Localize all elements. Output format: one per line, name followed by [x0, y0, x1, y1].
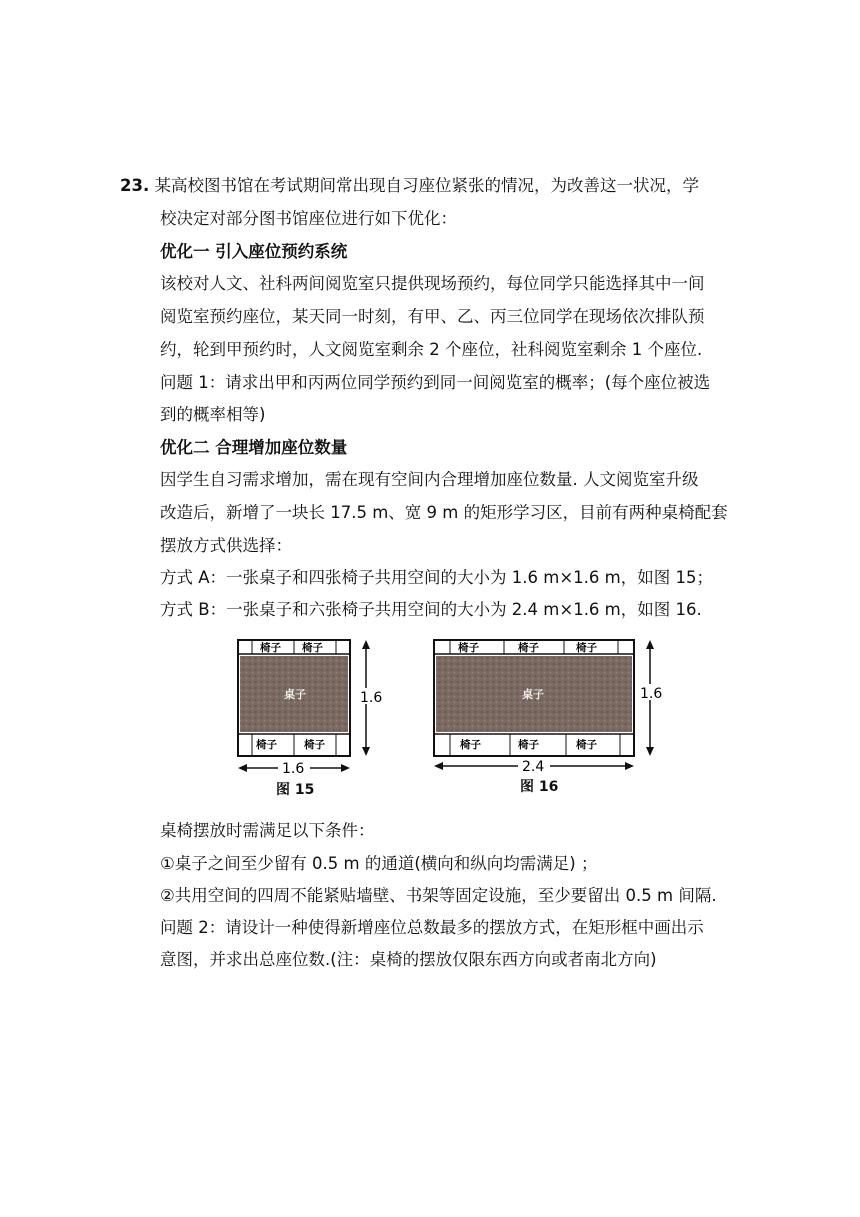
- figure-15-caption: 图 15: [276, 782, 315, 798]
- problem1-line1: 问题 1：请求出甲和丙两位同学预约到同一间阅览室的概率；(每个座位被选: [160, 373, 711, 392]
- question-intro-line2: 校决定对部分图书馆座位进行如下优化：: [160, 209, 457, 228]
- chair-label: 椅子: [256, 739, 277, 751]
- height-dimension: [638, 640, 666, 756]
- question-number: 23.: [120, 176, 150, 195]
- condition-2: ②共用空间的四周不能紧贴墙壁、书架等固定设施，至少要留出 0.5 m 间隔.: [160, 886, 717, 905]
- chair-label: 椅子: [304, 739, 325, 751]
- question-intro-line1: [120, 175, 699, 197]
- height-label: 1.6: [360, 690, 383, 706]
- chair-label: 椅子: [460, 739, 481, 751]
- width-dimension: [434, 758, 634, 775]
- opt2-heading: 优化二 合理增加座位数量: [160, 438, 348, 457]
- width-label: 1.6: [282, 761, 305, 777]
- table-label: 桌子: [284, 688, 306, 701]
- question-intro-text1: 某高校图书馆在考试期间常出现自习座位紧张的情况，为改善这一状况，学: [154, 176, 699, 195]
- opt1-line2: 阅览室预约座位，某天同一时刻，有甲、乙、丙三位同学在现场依次排队预: [160, 307, 705, 326]
- chair-label: 椅子: [302, 642, 323, 654]
- height-label: 1.6: [640, 686, 663, 702]
- mode-a-text: 方式 A：一张桌子和四张椅子共用空间的大小为 1.6 m×1.6 m，如图 15；: [160, 568, 713, 587]
- problem2-line2: 意图，并求出总座位数.(注：桌椅的摆放仅限东西方向或者南北方向): [160, 950, 657, 969]
- opt2-line2: 改造后，新增了一块长 17.5 m、宽 9 m 的矩形学习区，目前有两种桌椅配套: [160, 503, 728, 522]
- chair-label: 椅子: [260, 642, 281, 654]
- opt2-line1: 因学生自习需求增加，需在现有空间内合理增加座位数量. 人文阅览室升级: [160, 470, 699, 489]
- figure-16: [426, 632, 666, 782]
- condition-1: ①桌子之间至少留有 0.5 m 的通道(横向和纵向均需满足) ；: [160, 854, 598, 873]
- width-label: 2.4: [522, 759, 545, 775]
- height-dimension: [358, 640, 388, 756]
- figure-16-caption: 图 16: [520, 779, 559, 795]
- chair-label: 椅子: [518, 642, 539, 654]
- chair-label: 椅子: [518, 739, 539, 751]
- opt1-line3: 约，轮到甲预约时，人文阅览室剩余 2 个座位，社科阅览室剩余 1 个座位.: [160, 340, 703, 359]
- width-dimension: [238, 760, 350, 777]
- mode-b-text: 方式 B：一张桌子和六张椅子共用空间的大小为 2.4 m×1.6 m，如图 16.: [160, 600, 702, 619]
- problem1-line2: 到的概率相等): [160, 405, 266, 424]
- conditions-title: 桌椅摆放时需满足以下条件：: [160, 821, 375, 840]
- opt1-heading: 优化一 引入座位预约系统: [160, 242, 348, 261]
- opt1-line1: 该校对人文、社科两间阅览室只提供现场预约，每位同学只能选择其中一间: [160, 274, 705, 293]
- chair-label: 椅子: [576, 739, 597, 751]
- table-label: 桌子: [522, 688, 544, 701]
- chair-label: 椅子: [458, 642, 479, 654]
- chair-label: 椅子: [576, 642, 597, 654]
- opt2-line3: 摆放方式供选择：: [160, 536, 292, 555]
- problem2-line1: 问题 2：请设计一种使得新增座位总数最多的摆放方式，在矩形框中画出示: [160, 918, 704, 937]
- figure-15: [230, 632, 390, 782]
